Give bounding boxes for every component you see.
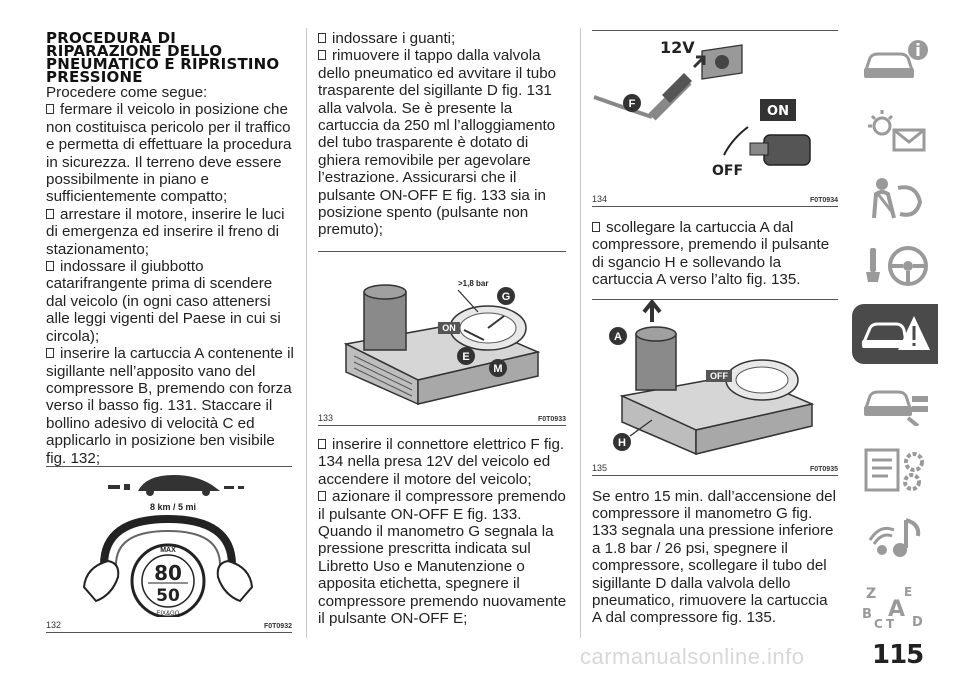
tab-car-info[interactable]	[852, 32, 938, 92]
tab-multimedia[interactable]	[852, 508, 938, 568]
dashboard-lights-icon	[860, 106, 932, 154]
column-3	[592, 0, 840, 627]
svg-text:B: B	[862, 607, 872, 622]
svg-text:H: H	[618, 436, 626, 449]
column-2	[318, 30, 570, 627]
figure-135	[592, 299, 838, 476]
figure-number: 132	[46, 620, 62, 630]
tab-emergency[interactable]	[852, 304, 938, 364]
svg-text:G: G	[501, 290, 511, 303]
step-item: fermare il veicolo in posizione che non costituisca pericolo per il traffico e permetta di effettuare la procedura in sicurezza. Il terreno deve essere possibilmente in piano e sufficientemente compatto;	[46, 101, 292, 206]
multimedia-icon	[860, 514, 932, 562]
checkbox-bullet-icon	[318, 491, 326, 501]
checkbox-bullet-icon	[318, 439, 326, 449]
car-info-icon	[860, 38, 932, 86]
step-item: inserire la cartuccia A contenente il sigillante nell’apposito vano del compressore B, premendo con forza verso il basso fig. 131. Staccare il bollino adesivo di velocità C ed applicarlo in posizione ben visibile fig. 132;	[46, 345, 294, 467]
section-title: PROCEDURA DI RIPARAZIONE DELLO PNEUMATICO E RIPRISTINO PRESSIONE	[46, 29, 280, 86]
figure-code: F0T0932	[263, 623, 292, 630]
figure-code: F0T0933	[537, 415, 566, 423]
gauge-pressure-label: >1,8 bar	[458, 278, 489, 288]
step-item: indossare i guanti;	[318, 30, 570, 47]
svg-text:E: E	[462, 350, 470, 363]
figure-caption	[592, 463, 838, 476]
step-item: arrestare il motore, inserire le luci di emergenza ed inserire il freno di stazionamento;	[46, 205, 285, 258]
column-1	[46, 0, 296, 630]
svg-text:FIX&GO: FIX&GO	[156, 611, 180, 617]
figure-caption	[46, 620, 292, 633]
step-item: rimuovere il tappo dalla valvola dello pneumatico ed avvitare il tubo trasparente del sigillante D fig. 131 alla valvola. Se è presente la cartuccia da 250 ml l’alloggiamento del tubo trasparente è dotato di ghiera removibile per agevolare l’estrazione. Assicurarsi che il pulsante ON-OFF E fig. 133 sia in posizione spento (pulsante non premuto);	[318, 47, 557, 239]
checkbox-bullet-icon	[46, 209, 54, 219]
speed-sticker-illustration	[46, 467, 292, 617]
body-paragraph: Se entro 15 min. dall’accensione del compressore il manometro G fig. 133 segnala una pressione inferiore a 1.8 bar / 26 psi, spegnere il compressore, scollegare il tubo del sigillante D dalla valvola dello pneumatico, rimuovere la cartuccia A dal compressore fig. 135.	[592, 487, 836, 627]
column-divider	[306, 28, 307, 638]
speed-label: 8 km / 5 mi	[150, 502, 197, 512]
checkbox-bullet-icon	[46, 348, 54, 358]
starting-driving-icon	[860, 242, 932, 290]
svg-text:ON: ON	[442, 322, 456, 333]
column-divider	[580, 28, 581, 638]
figure-number: 133	[318, 412, 334, 423]
watermark: carmanualsonline.info	[580, 644, 805, 669]
tab-safety[interactable]	[852, 168, 938, 228]
svg-text:D: D	[912, 615, 923, 630]
figure-number: 134	[592, 194, 608, 204]
figure-number: 135	[592, 462, 608, 473]
emergency-icon	[860, 310, 932, 358]
maintenance-icon	[860, 378, 932, 426]
step-item: scollegare la cartuccia A dal compressore, premendo il pulsante di sgancio H e sollevando la cartuccia A verso l’alto fig. 135.	[592, 219, 830, 289]
section-tabs	[852, 32, 938, 644]
index-icon	[860, 582, 932, 630]
svg-text:A: A	[888, 597, 906, 622]
page-number: 115	[872, 640, 924, 670]
label-12v: 12V	[660, 38, 695, 57]
svg-text:A: A	[614, 330, 622, 343]
figure-133	[318, 251, 566, 426]
svg-text:OFF: OFF	[712, 163, 744, 179]
svg-text:M: M	[493, 362, 503, 375]
figure-caption	[318, 413, 566, 426]
tab-index[interactable]	[852, 576, 938, 636]
checkbox-bullet-icon	[46, 261, 54, 271]
figure-code: F0T0934	[809, 197, 838, 204]
checkbox-bullet-icon	[592, 222, 600, 232]
compressor-on-illustration	[318, 252, 566, 412]
svg-text:F: F	[628, 98, 636, 110]
checkbox-bullet-icon	[46, 104, 54, 114]
svg-text:OFF: OFF	[710, 370, 728, 381]
checkbox-bullet-icon	[318, 50, 326, 60]
svg-text:E: E	[904, 585, 913, 599]
technical-data-icon	[860, 446, 932, 494]
figure-132	[46, 466, 292, 633]
tab-maintenance[interactable]	[852, 372, 938, 432]
cartridge-release-illustration	[592, 300, 838, 460]
tab-starting-driving[interactable]	[852, 236, 938, 296]
figure-code: F0T0935	[809, 465, 838, 473]
step-item: azionare il compressore premendo il pulsante ON-OFF E fig. 133. Quando il manometro G segnala la pressione prescritta indicata sul Libretto Uso e Manutenzione o apposita etichetta, spegnere il compressore premendo nuovamente il pulsante ON-OFF E;	[318, 488, 567, 627]
svg-text:ON: ON	[767, 104, 789, 119]
svg-text:MAX: MAX	[160, 547, 176, 554]
figure-134	[592, 30, 838, 207]
svg-text:T: T	[886, 617, 895, 630]
svg-text:Z: Z	[866, 586, 877, 602]
intro-text: Procedere come segue:	[46, 84, 208, 101]
safety-airbag-icon	[860, 174, 932, 222]
figure-caption	[592, 194, 838, 207]
tab-dashboard-lights[interactable]	[852, 100, 938, 160]
tab-technical-data[interactable]	[852, 440, 938, 500]
badge-max-speed: 80	[154, 561, 182, 585]
badge-min-speed: 50	[156, 586, 180, 606]
connector-ignition-illustration	[592, 31, 838, 191]
step-item: inserire il connettore elettrico F fig. 134 nella presa 12V del veicolo ed accendere il motore del veicolo;	[318, 435, 565, 488]
svg-text:C: C	[874, 617, 883, 630]
step-item: indossare il giubbotto catarifrangente prima di scendere dal veicolo (in ogni caso attenersi alle leggi vigenti del Paese in cui si circola);	[46, 258, 281, 345]
checkbox-bullet-icon	[318, 33, 326, 43]
